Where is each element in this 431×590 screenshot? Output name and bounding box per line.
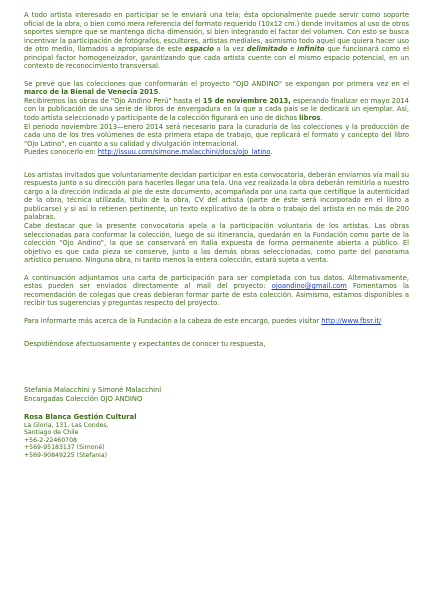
paragraph-attachment — [24, 274, 409, 308]
address-line-1: La Gloria, 131, Las Condes, — [24, 421, 109, 429]
paragraph-exhibition — [24, 80, 409, 157]
signature-role: Encargadas Colección OJO ANDINO — [24, 394, 143, 403]
p3-text-b: Cabe destacar que la presente convocatoria apela a la participación voluntaria de los artistas. Las obras seleccionadas para conformar la colección, luego de su itinerancia, quedarán en la Fundación como parte de la colección "Ojo Andino", la que se conservará en Italia expuesta de forma permanente abierta a público. El objetivo es que cada pieza se conserve, junto a las demás obras seleccionadas, como parte del panorama artístico peruano. Ninguna obra, ni tanto menos la entera colección, estará sujeta a venta. — [24, 222, 409, 265]
p4-text-b: Fomentamos la recomendación de colegas que creas debieran formar parte de esta colección. Asimismo, estamos disponibles a recibir tus sugerencias y preguntas respecto del proyecto. — [24, 282, 410, 308]
p2-text-d: esperando finalizar en mayo 2014 con la publicación de una serie de libros de envergadura en la que a cada país se le dedicará un ejemplar. Así, todo artista seleccionado y participante de la colección figurará en uno de dichos — [24, 96, 409, 123]
p2-text-g: Puedes conocerlo en: — [24, 148, 98, 157]
p2-text-f: El periodo noviembre 2013—enero 2014 será necesario para la curaduría de las colecciones y la producción de cada uno de los tres volúmenes de esta primera etapa de trabajo, que replicará el formato y concepto del libro "Ojo Latino", en cuanto a su calidad y divulgación internacional. — [24, 122, 409, 148]
p1-text-b: a la vez — [213, 45, 247, 54]
p1-delimitado: delimitado — [246, 45, 288, 54]
address-line-2: Santiago de Chile — [24, 429, 79, 437]
phone-line-2: +569-95183137 (Simoné) — [24, 444, 105, 452]
paragraph-participation — [24, 171, 409, 265]
project-email-link[interactable]: ojoandino@gmail.com — [271, 282, 347, 291]
phone-line-1: +56-2-22460708 — [24, 436, 77, 444]
p5-text-a: Para informarte más acerca de la Fundación a la cabeza de este encargo, puedes visitar — [24, 316, 322, 325]
p2-libros: libros — [298, 114, 321, 123]
phone-line-3: +569-90849225 (Stefania) — [24, 452, 108, 460]
p2-text-a: Se prevé que las colecciones que conformarán el proyecto "OJO ANDINO" se expongan por primera vez en el — [24, 79, 409, 88]
p3-text-a: Los artistas invitados que voluntariamente decidan participar en esta convocatoria, deberán enviarnos vía mail su respuesta junto a su dirección para hacerles llegar una tela. Una vez realizada la obra deberán remitirla a nuestro cargo a la dirección indicada al pie de este documento, acompañada por una carta que certifique la autenticidad de la obra, técnica utilizada, título de la obra, CV del artista (parte de éste será incorporado en el libro a publicarse) y si así lo retienen pertinente, un texto explicativo de la obra o trabajo del artista en no más de 200 palabras. — [24, 170, 409, 222]
p1-text-d: que funcionará como el principal factor homogeneizador, garantizando que cada artista cuente con el mismo espacio potencial, en un contexto de reconocimiento transversal. — [24, 45, 409, 71]
p1-infinito: infinito — [297, 45, 325, 54]
p1-text-a: A todo artista interesado en participar se le enviará una tela; ésta opcionalmente puede servir como soporte oficial de la obra, o bien como mera referencia del formato requerido (10x12 cm.) donde invitamos al uso de otros soportes siempre que se mantenga dicha dimensión, si bien integrando el factor del volumen. Con esto se busca incentivar la participación de fotógrafos, escultores, artistas mediales, asimismo todo aquel que quiera hacer uso de otro medio, llamados a apropiarse de este — [24, 11, 409, 54]
p2-text-b: . — [158, 88, 161, 97]
foundation-link[interactable]: http://www.fbsr.it/ — [321, 316, 382, 325]
p2-text-h: . — [270, 148, 273, 157]
paragraph-canvas-format — [24, 11, 409, 71]
organization-name: Rosa Blanca Gestión Cultural — [24, 412, 137, 421]
signature-names: Stefania Malacchini y Simoné Malacchini — [24, 386, 162, 395]
p2-bienal: marco de la Bienal de Venecia 2015 — [24, 88, 159, 97]
p2-text-c: Recibiremos las obras de "Ojo Andino Perú" hasta el — [24, 96, 203, 105]
p4-text-a: A continuación adjuntamos una carta de participación para ser completada con tus datos. Alternativamente, estos pueden ser enviados directamente al mail del proyecto: — [24, 273, 409, 291]
p1-text-c: e — [287, 45, 298, 54]
p1-espacio: espacio — [184, 45, 214, 54]
paragraph-foundation — [24, 317, 409, 326]
p2-text-e: . — [320, 114, 323, 123]
closing-line: Despidiéndose afectuosamente y expectantes de conocer tu respuesta, — [24, 339, 266, 348]
p2-deadline: 15 de noviembre 2013, — [202, 96, 291, 105]
issuu-link[interactable]: http://issuu.com/simone.malacchini/docs/ojo_latino — [97, 148, 271, 157]
